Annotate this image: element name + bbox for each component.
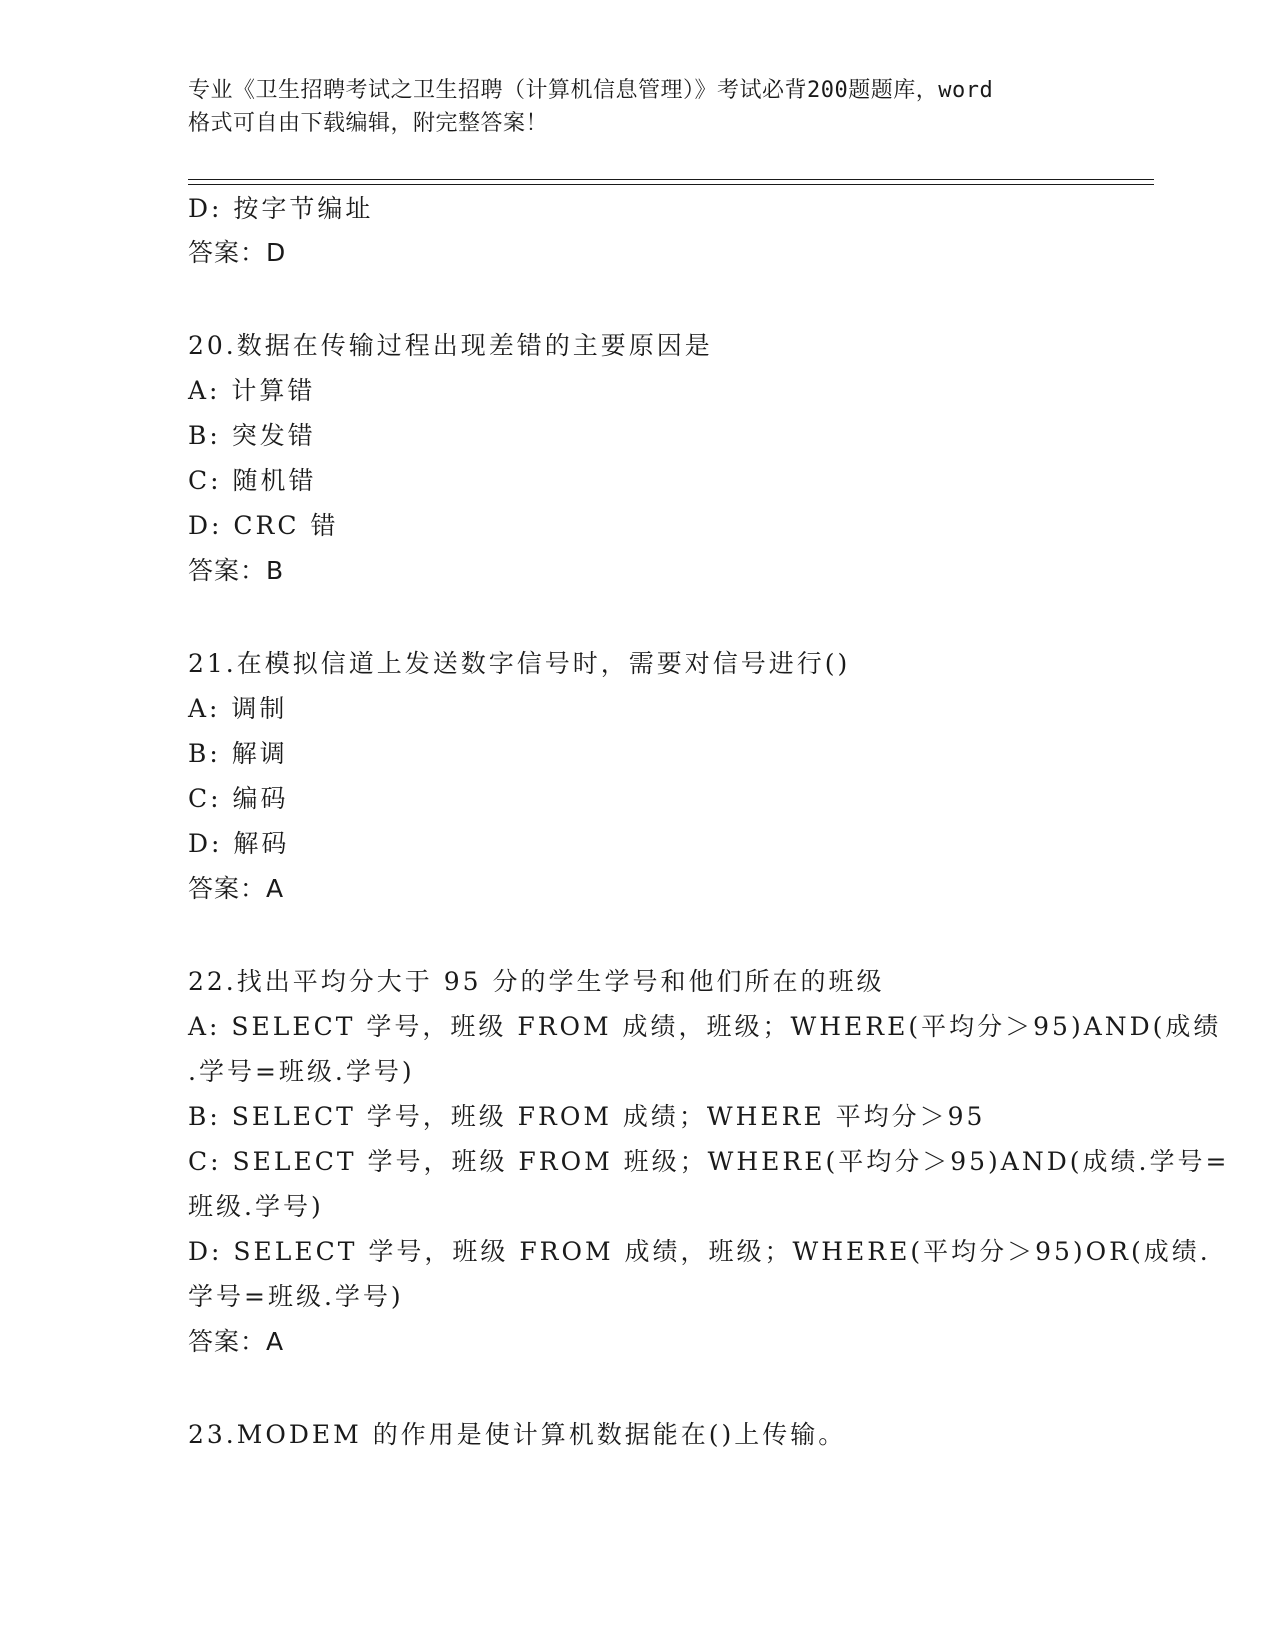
option-line: B: SELECT 学号，班级 FROM 成绩；WHERE 平均分＞95	[188, 1102, 986, 1131]
option-line: A: SELECT 学号，班级 FROM 成绩，班级；WHERE(平均分＞95)AND(成绩	[188, 1012, 1222, 1041]
answer-line: 答案：A	[188, 1327, 285, 1356]
answer-line: 答案：A	[188, 874, 285, 903]
header-line-2: 格式可自由下载编辑，附完整答案！	[188, 111, 549, 136]
option-line: C: SELECT 学号，班级 FROM 班级；WHERE(平均分＞95)AND(成绩.学号=	[188, 1147, 1230, 1176]
option-line: D: 解码	[188, 829, 290, 858]
answer-line: 答案：D	[188, 238, 287, 267]
header-divider-bottom	[188, 184, 1154, 185]
option-line: A: 调制	[188, 694, 288, 723]
option-line-continuation: .学号=班级.学号)	[188, 1057, 415, 1086]
option-line: C: 编码	[188, 784, 289, 813]
question-title: 20.数据在传输过程出现差错的主要原因是	[188, 331, 713, 360]
option-line: C: 随机错	[188, 466, 317, 495]
option-line: D: 按字节编址	[188, 194, 374, 223]
question-title: 23.MODEM 的作用是使计算机数据能在()上传输。	[188, 1420, 847, 1449]
option-line: B: 解调	[188, 739, 288, 768]
document-header	[188, 74, 1088, 140]
option-line-continuation: 班级.学号)	[188, 1192, 324, 1221]
question-title: 21.在模拟信道上发送数字信号时，需要对信号进行()	[188, 649, 851, 678]
option-line: D: SELECT 学号，班级 FROM 成绩，班级；WHERE(平均分＞95)OR(成绩.	[188, 1237, 1211, 1266]
header-line-1: 专业《卫生招聘考试之卫生招聘（计算机信息管理）》考试必背200题题库，word	[188, 78, 994, 103]
option-line-continuation: 学号=班级.学号)	[188, 1282, 404, 1311]
header-divider-top	[188, 179, 1154, 180]
answer-line: 答案：B	[188, 556, 285, 585]
option-line: D: CRC 错	[188, 511, 339, 540]
option-line: A: 计算错	[188, 376, 316, 405]
question-title: 22.找出平均分大于 95 分的学生学号和他们所在的班级	[188, 967, 885, 996]
option-line: B: 突发错	[188, 421, 316, 450]
